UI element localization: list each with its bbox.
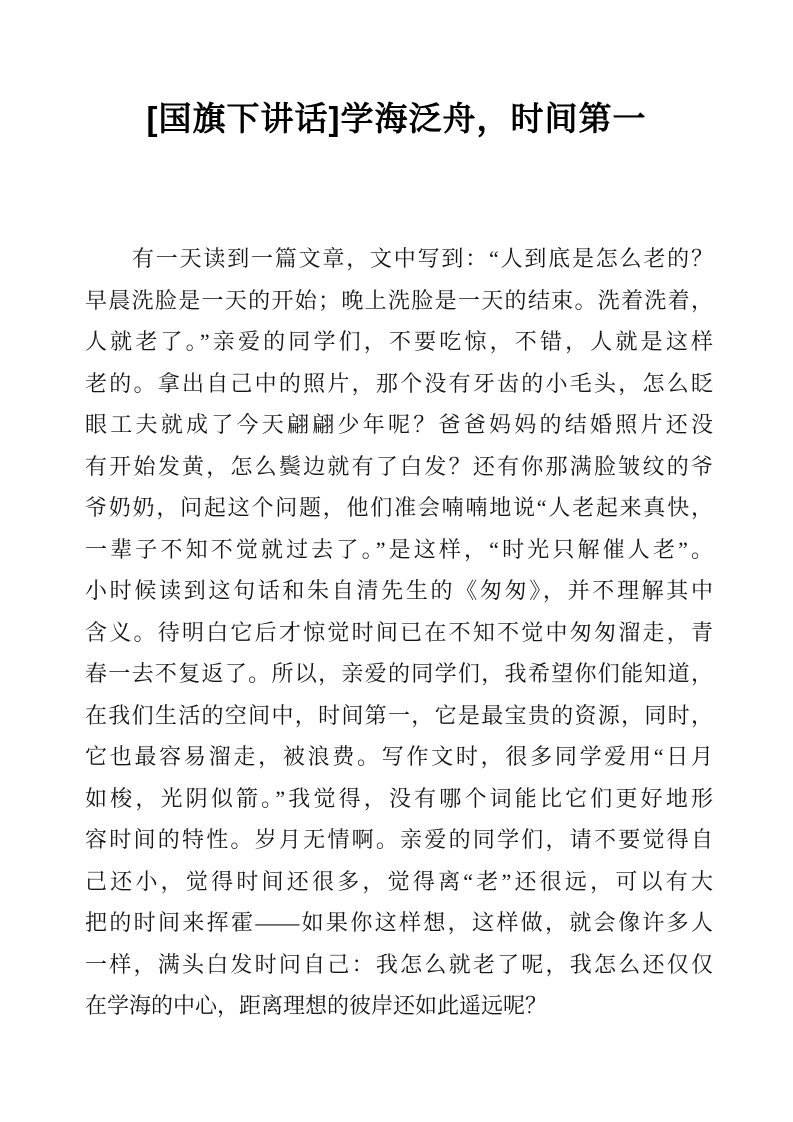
text-line: 有开始发黄，怎么鬓边就有了白发？还有你那满脸皱纹的爷 bbox=[85, 453, 713, 479]
text-line: 老的。拿出自己中的照片，那个没有牙齿的小毛头，怎么眨 bbox=[85, 370, 713, 396]
document-title: [国旗下讲话]学海泛舟，时间第一 bbox=[146, 100, 647, 137]
text-line: 己还小，觉得时间还很多，觉得离“老”还很远，可以有大 bbox=[85, 868, 713, 894]
text-line: 一样，满头白发时问自己：我怎么就老了呢，我怎么还仅仅 bbox=[85, 951, 713, 977]
text-line: 一辈子不知不觉就过去了。”是这样，“时光只解催人老”。 bbox=[85, 536, 713, 562]
text-line: 它也最容易溜走，被浪费。写作文时，很多同学爱用“日月 bbox=[85, 744, 713, 769]
text-line: 含义。待明白它后才惊觉时间已在不知不觉中匆匆溜走，青 bbox=[85, 619, 713, 645]
text-line: 小时候读到这句话和朱自清先生的《匆匆》，并不理解其中 bbox=[85, 578, 713, 603]
text-line: 爷奶奶，问起这个问题，他们准会喃喃地说“人老起来真快， bbox=[85, 495, 713, 520]
text-line: 春一去不复返了。所以，亲爱的同学们，我希望你们能知道， bbox=[85, 661, 713, 686]
document-body bbox=[85, 238, 713, 1027]
text-line: 有一天读到一篇文章，文中写到：“人到底是怎么老的？ bbox=[132, 246, 713, 271]
text-line: 在我们生活的空间中，时间第一，它是最宝贵的资源，同时， bbox=[85, 702, 713, 728]
text-line: 眼工夫就成了今天翩翩少年呢？爸爸妈妈的结婚照片还没 bbox=[85, 412, 713, 437]
text-line: 早晨洗脸是一天的开始；晚上洗脸是一天的结束。洗着洗着， bbox=[85, 287, 713, 313]
text-line: 如梭，光阴似箭。”我觉得，没有哪个词能比它们更好地形 bbox=[85, 785, 713, 811]
text-line: 把的时间来挥霍——如果你这样想，这样做，就会像许多人 bbox=[85, 910, 713, 935]
text-line: 人就老了。”亲爱的同学们，不要吃惊，不错，人就是这样 bbox=[85, 329, 713, 354]
text-line: 容时间的特性。岁月无情啊。亲爱的同学们，请不要觉得自 bbox=[85, 827, 713, 852]
text-line: 在学海的中心，距离理想的彼岸还如此遥远呢？ bbox=[85, 993, 548, 1018]
